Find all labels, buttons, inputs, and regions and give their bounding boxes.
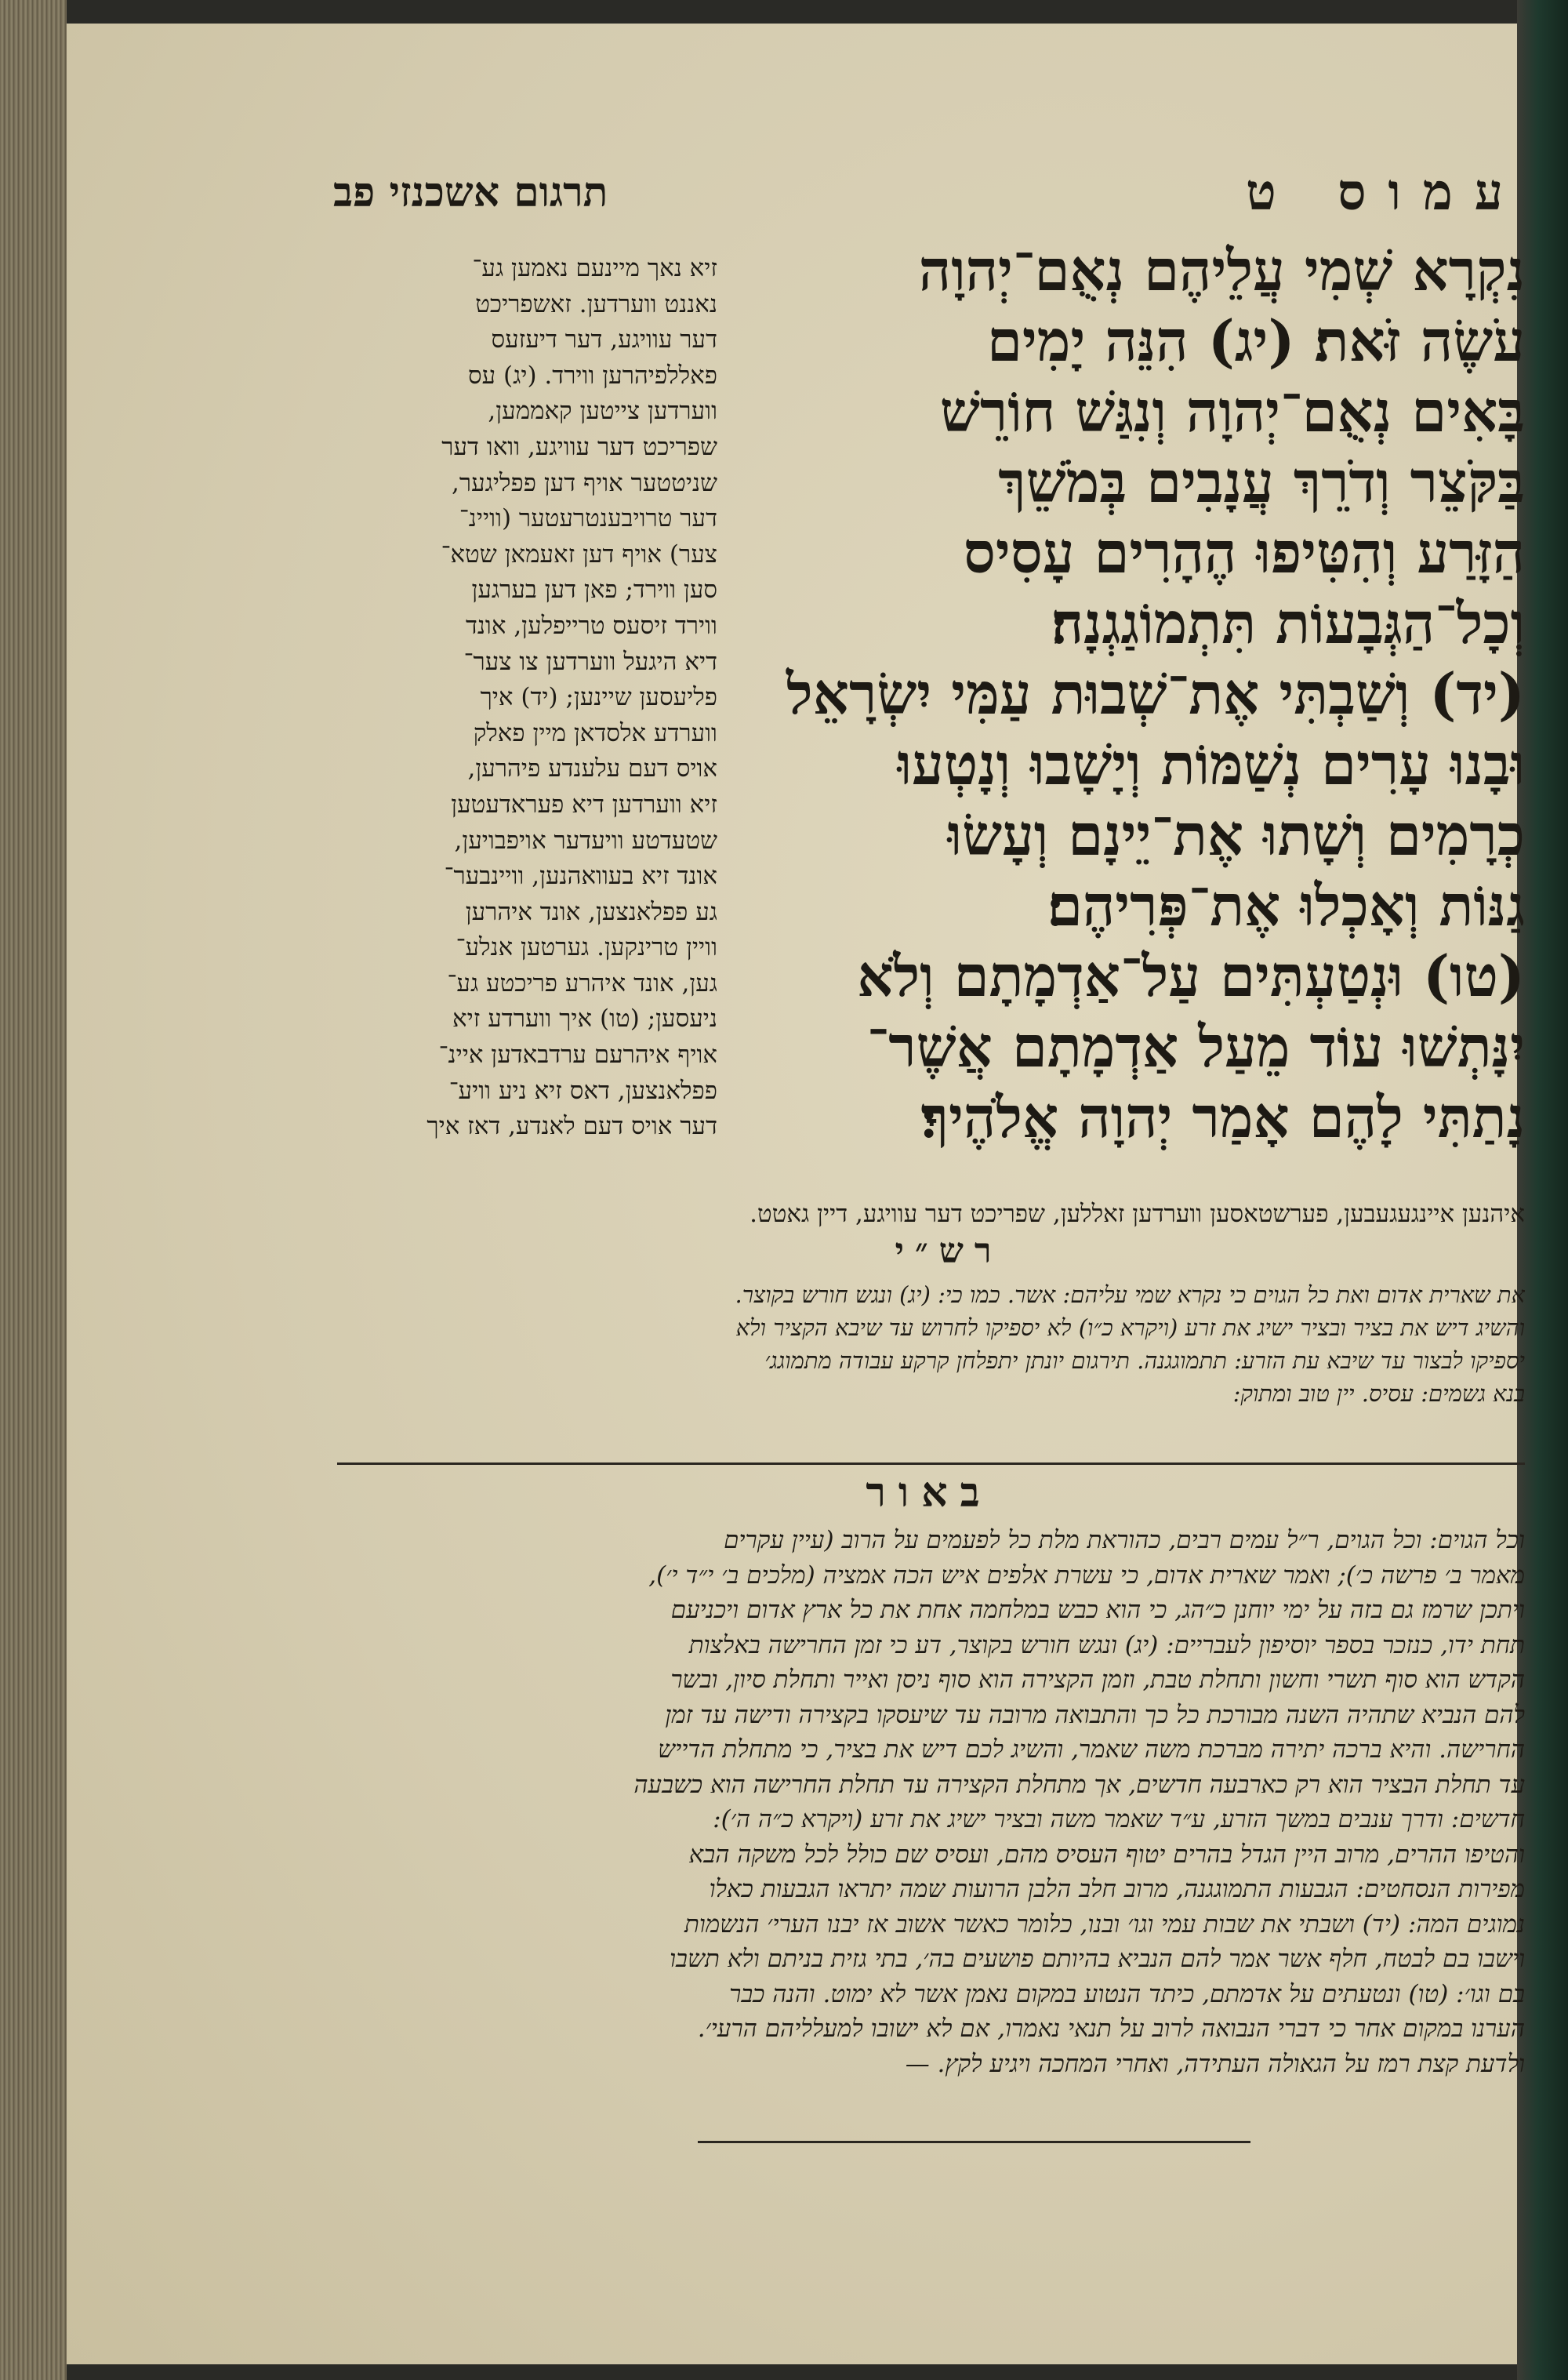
biur-line: מפירות הנסחטים: הגבעות התמוגגנה, מרוב חלב הלבן הרועות שמה יתראו הגבעות כאלו bbox=[709, 1875, 1525, 1903]
main-text-line: וּבָנוּ עָרִים נְשַׁמּוֹת וְיָשָׁבוּ וְנָטְעוּ bbox=[897, 731, 1525, 798]
biur-line: וכל הגוים: וכל הגוים, ר״ל עמים רבים, כהוראת מלת כל לפעמים על הרוב (עיין עקרים bbox=[724, 1526, 1525, 1554]
main-text-line: הַזָּרַע וְהִטִּיפוּ הֶהָרִים עָסִיס bbox=[963, 519, 1525, 586]
main-text-line: (טו) וּנְטַעְתִּים עַל־אַדְמָתָם וְלֹא bbox=[857, 943, 1525, 1009]
main-text-line: עֹשֶׂה זֹּאת׃ (יג) הִנֵּה יָמִים bbox=[986, 307, 1525, 374]
translation-line: פאללפיהרען ווירד. (יג) עס bbox=[468, 361, 717, 390]
biur-line: החרישה. והיא ברכה יתירה מברכת משה שאמר, והשיג לכם דיש את בציר, כי מתחלת הדייש bbox=[658, 1735, 1525, 1764]
translation-line: דיא היגעל ווערדען צו צער־ bbox=[463, 647, 717, 676]
german-translation-column bbox=[372, 251, 717, 1145]
section-divider bbox=[337, 1463, 1525, 1465]
rashi-line: יספיקו לבצור עד שיבא עת הזרע: תתמוגגנה. תירגום יונתן יתפלחן קרקע עבודה מתמוגג׳ bbox=[764, 1347, 1525, 1374]
main-text-line: יִנָּתְשׁוּ עוֹד מֵעַל אַדְמָתָם אֲשֶׁר־ bbox=[866, 1013, 1525, 1080]
main-text-line: בָּאִים נְאֻם־יְהוָה וְנִגַּשׁ חוֹרֵשׁ bbox=[939, 378, 1525, 445]
closing-divider bbox=[698, 2141, 1250, 2143]
translation-line: נאננט ווערדען. זאשפריכט bbox=[475, 289, 717, 318]
translation-line: סען ווירד; פאן דען בערגען bbox=[471, 576, 717, 605]
biur-line: תחת ידו, כנזכר בספר יוסיפון לעבריים: (יג) ונגש חורש בקוצר, דע כי זמן החרישה באלצות bbox=[688, 1630, 1525, 1659]
translation-line: גען, אונד איהרע פריכטע גע־ bbox=[447, 968, 717, 997]
translation-line: ווירד זיסעס טרייפלען, אונד bbox=[465, 611, 717, 640]
main-text-line: גַנּוֹת וְאָכְלוּ אֶת־פְּרִיהֶם׃ bbox=[1047, 872, 1525, 939]
rashi-line: בנא גשמים: עסיס. יין טוב ומתוק: bbox=[1232, 1380, 1525, 1407]
translation-line: זיא ווערדען דיא פעראדעטען bbox=[451, 790, 717, 819]
translation-line: וויין טרינקען. גערטען אנלע־ bbox=[456, 933, 717, 962]
translation-line: דער עוויגע, דער דיעזעס bbox=[491, 325, 717, 354]
translation-line: שפריכט דער עוויגע, וואו דער bbox=[441, 432, 717, 461]
main-text-line: בַּקֹּצֵר וְדֹרֵךְ עֲנָבִים בְּמֹשֵׁךְ bbox=[998, 449, 1525, 515]
biur-line: ולדעת קצת רמז על הגאולה העתידה, ואחרי המחכה ויגיע לקץ. — bbox=[905, 2049, 1525, 2078]
translation-line: ווערדע אלסדאן מיין פאלק bbox=[473, 718, 717, 747]
biur-heading: באור bbox=[866, 1469, 993, 1517]
translation-line: צער) אויף דען זאעמאן שטא־ bbox=[441, 540, 717, 569]
book-chapter-title: עמוס ט bbox=[1246, 162, 1525, 222]
rashi-line: את שארית אדום ואת כל הגוים כי נקרא שמי עליהם: אשר. כמו כי: (יג) ונגש חורש בקוצר. bbox=[735, 1281, 1525, 1308]
biur-line: עד תחלת הבציר הוא רק כארבעה חדשים, אך מתחלת הקצירה עד תחלת החרישה הוא כשבעה bbox=[633, 1770, 1525, 1799]
book-page bbox=[67, 24, 1525, 2364]
biur-line: הקדש הוא סוף תשרי וחשון ותחלת טבת, וזמן הקצירה הוא סוף ניסן ואייר ותחלת סיון, ובשר bbox=[670, 1666, 1525, 1694]
biur-line: חדשים: ודרך ענבים במשך הזרע, ע״ד שאמר משה ובציר ישיג את זרע (ויקרא כ״ה ה׳): bbox=[713, 1805, 1525, 1833]
main-hebrew-text bbox=[721, 235, 1525, 1153]
translation-line: ניעסען; (טו) איך ווערדע זיא bbox=[452, 1005, 717, 1034]
page-header bbox=[333, 157, 1525, 227]
translation-line: פליעסען שיינען; (יד) איך bbox=[480, 683, 717, 712]
main-text-line: נִקְרָא שְׁמִי עֲלֵיהֶם נְאֻם־יְהוָה bbox=[918, 237, 1525, 303]
biur-line: נמוגים המה: (יד) ושבתי את שבות עמי וגו׳ ובנו, כלומר כאשר אשוב אז יבנו הערי׳ הנשמות bbox=[684, 1909, 1525, 1939]
translation-line: פפלאנצען, דאס זיא ניע וויע־ bbox=[448, 1076, 717, 1105]
main-text-line: (יד) וְשַׁבְתִּי אֶת־שְׁבוּת עַמִּי יִשְׂרָאֵל bbox=[786, 660, 1525, 727]
main-text-line: וְכָל־הַגְּבָעוֹת תִּתְמוֹגַגְנָה׃ bbox=[1051, 590, 1525, 656]
biur-line: מאמר ב׳ פרשה כ׳); ואמר שארית אדום, כי עשרת אלפים איש הכה אמציה (מלכים ב׳ י״ד י׳), bbox=[648, 1561, 1525, 1590]
biur-commentary bbox=[337, 1523, 1525, 2081]
translation-line: זיא נאך מיינעם נאמען גע־ bbox=[472, 254, 717, 282]
translation-line: שניטטער אויף דען פפליגער, bbox=[452, 468, 717, 497]
biur-line: ויתכן שרמז גם בזה על ימי יוחנן כ״הג, כי הוא כבש במלחמה אחת את כל ארץ אדום ויכניעם bbox=[670, 1596, 1525, 1624]
biur-line: להם הנביא שתהיה השנה מבורכת כל כך והתבואה מרובה עד שיעסקו בקצירה ודישה עד זמן bbox=[665, 1700, 1525, 1729]
translation-line: אויס דעם עלענדע פיהרען, bbox=[467, 754, 717, 783]
book-page-edges bbox=[0, 0, 67, 2380]
translation-final-line: איהנען איינגעגעבען, פערשטאסען ווערדען זאללען, שפריכט דער עוויגע, דיין גאטט. bbox=[750, 1200, 1525, 1228]
translation-line: דער טרויבענטרעטער (וויינ־ bbox=[459, 504, 717, 533]
translation-page-title: תרגום אשכנזי פב bbox=[333, 168, 608, 216]
main-text-line: נָתַתִּי לָהֶם אָמַר יְהוָה אֱלֹהֶיךָ׃ bbox=[920, 1084, 1525, 1150]
translation-line: אונד זיא בעוואהנען, וויינבער־ bbox=[444, 862, 717, 891]
translation-line: גע פפלאנצען, אונד איהרען bbox=[465, 897, 717, 926]
biur-line: בם וגו׳: (טו) ונטעתים על אדמתם, כיתד הנטוע במקום נאמן אשר לא ימוט. והנה כבר bbox=[729, 1979, 1525, 2008]
translation-line: ווערדען צייטען קאממען, bbox=[488, 397, 717, 426]
main-text-line: כְרָמִים וְשָׁתוּ אֶת־יֵינָם וְעָשׂוּ bbox=[947, 801, 1525, 868]
translation-line: אויף איהרעם ערדבאדען איינ־ bbox=[438, 1041, 717, 1070]
biur-line: הערנו במקום אחר כי דברי הנבואה לרוב על תנאי נאמרו, אם לא ישובו למעלליהם הרעי׳. bbox=[697, 2015, 1525, 2043]
rashi-heading: רש״י bbox=[895, 1231, 1003, 1271]
translation-line: דער אויס דעם לאנדע, דאז איך bbox=[426, 1112, 717, 1141]
rashi-line: והשיג דיש את בציר ובציר ישיג את זרע (ויקרא כ״ו) לא יספיקו לחרוש עד שיבא הקציר ולא bbox=[735, 1314, 1525, 1341]
biur-line: וישבו בם לבטח, חלף אשר אמר להם הנביא בהיותם פושעים בה׳, בתי גזית בניתם ולא תשבו bbox=[670, 1945, 1525, 1973]
translation-line: שטעדטע וויעדער אויפבויען, bbox=[454, 826, 717, 855]
rashi-commentary bbox=[372, 1278, 1525, 1410]
biur-line: והטיפו ההרים, מרוב היין הגדל בהרים יטוף העסיס מהם, ועסיס שם כולל לכל משקה הבא bbox=[688, 1840, 1525, 1869]
